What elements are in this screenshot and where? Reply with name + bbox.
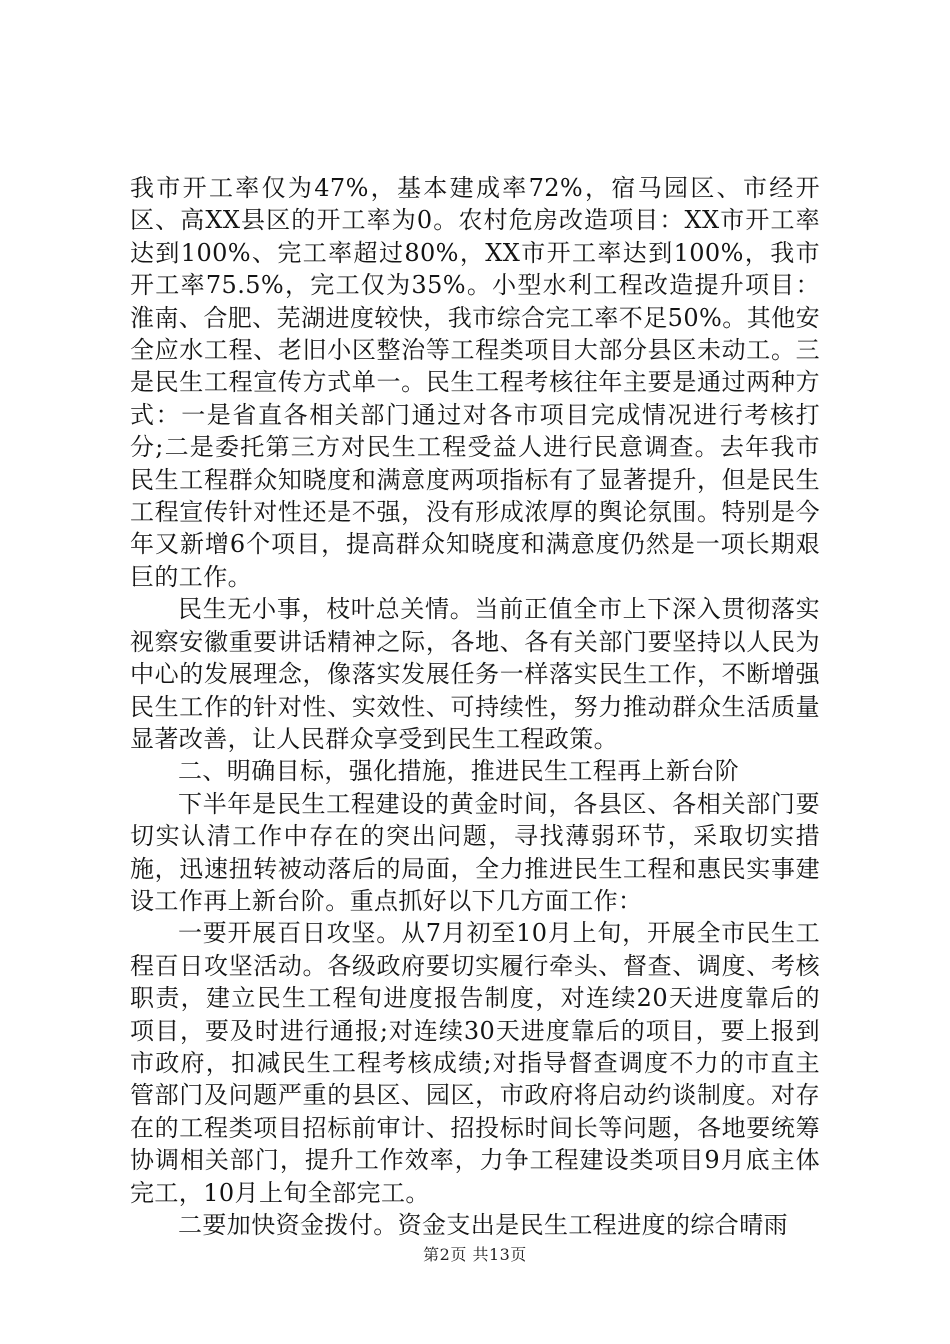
paragraph-funding: 二要加快资金拨付。资金支出是民生工程进度的综合晴雨 [178,1211,788,1239]
page-footer: 第2页 共13页 [423,1245,527,1264]
paragraph-hundred-days: 一要开展百日攻坚。从7月初至10月上旬，开展全市民生工程百日攻坚活动。各级政府要切实履行牵头、督查、调度、考核职责，建立民生工程旬进度报告制度，对连续20天进度靠后的项目，要及时进行通报;对连续30天进度靠后的项目，要上报到市政府，扣减民生工程考核成绩;对指导督查调度不力的市直主管部门及问题严重的县区、园区，市政府将启动约谈制度。对存在的工程类项目招标前审计、招投标时间长等问题，各地要统筹协调相关部门，提升工作效率，力争工程建设类项目9月底主体完工，10月上旬全部完工。 [130,919,820,1207]
paragraph-continuation: 我市开工率仅为47%，基本建成率72%，宿马园区、市经开区、高XX县区的开工率为0。农村危房改造项目：XX市开工率达到100%、完工率超过80%，XX市开工率达到100%，我市开工率75.5%，完工仅为35%。小型水利工程改造提升项目：淮南、合肥、芜湖进度较快，我市综合完工率不足50%。其他安全应水工程、老旧小区整治等工程类项目大部分县区未动工。三是民生工程宣传方式单一。民生工程考核往年主要是通过两种方式：一是省直各相关部门通过对各市项目完成情况进行考核打分;二是委托第三方对民生工程受益人进行民意调查。去年我市民生工程群众知晓度和满意度两项指标有了显著提升，但是民生工程宣传针对性还是不强，没有形成浓厚的舆论氛围。特别是今年又新增6个项目，提高群众知晓度和满意度仍然是一项长期艰巨的工作。 [130,174,820,591]
document-body [130,172,820,1241]
paragraph-minsheng: 民生无小事，枝叶总关情。当前正值全市上下深入贯彻落实视察安徽重要讲话精神之际，各地、各有关部门要坚持以人民为中心的发展理念，像落实发展任务一样落实民生工作，不断增强民生工作的针对性、实效性、可持续性，努力推动群众生活质量显著改善，让人民群众享受到民生工程政策。 [130,595,820,753]
paragraph-second-half: 下半年是民生工程建设的黄金时间，各县区、各相关部门要切实认清工作中存在的突出问题，寻找薄弱环节，采取切实措施，迅速扭转被动落后的局面，全力推进民生工程和惠民实事建设工作再上新台阶。重点抓好以下几方面工作： [130,789,820,915]
section-heading: 二、明确目标，强化措施，推进民生工程再上新台阶 [178,757,740,786]
